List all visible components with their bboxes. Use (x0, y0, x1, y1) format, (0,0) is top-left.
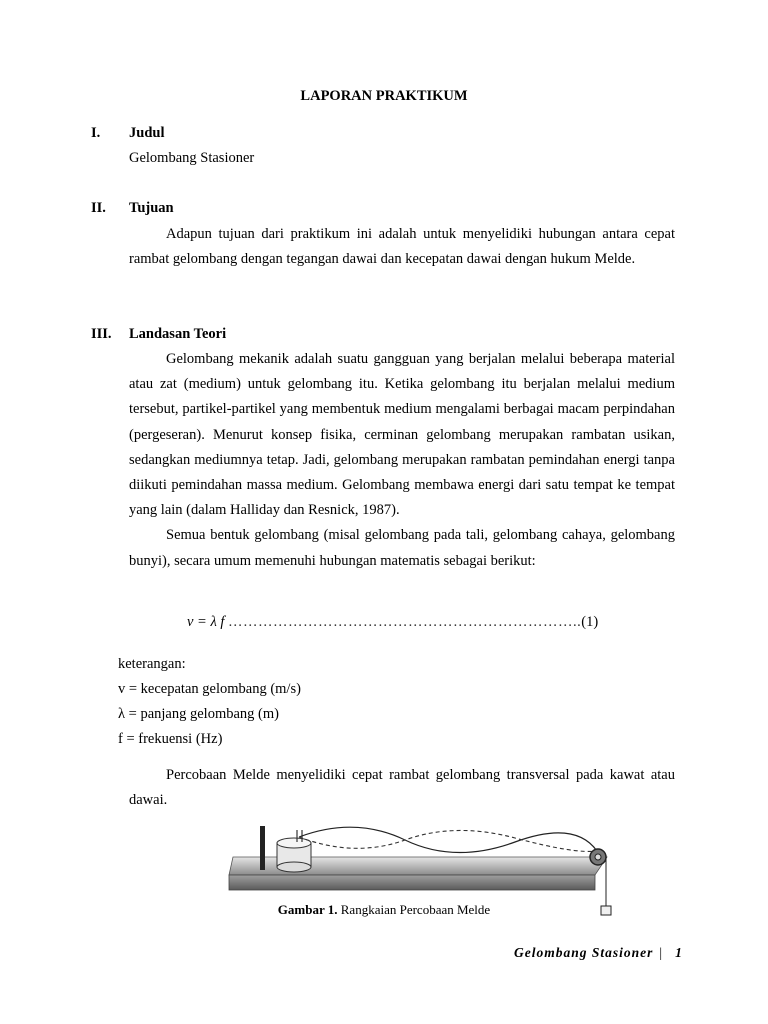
footer-running-title: Gelombang Stasioner (514, 945, 654, 960)
section-3-number: III. (91, 326, 112, 342)
section-2-paragraph: Adapun tujuan dari praktikum ini adalah untuk menyelidiki hubungan antara cepat rambat gelombang dengan tegangan dawai dan kecepatan dawai dengan hukum Melde. (129, 226, 675, 268)
vibrator-base (277, 862, 311, 872)
melde-paragraph: Percobaan Melde menyelidiki cepat rambat gelombang transversal pada kawat atau dawai. (129, 767, 675, 809)
formula-dots: …………………………………………………………….. (228, 614, 582, 630)
section-3-paragraph-1: Gelombang mekanik adalah suatu gangguan yang berjalan melalui beberapa material atau zat (medium) untuk gelombang itu. Ketika gelombang itu berjalan melalui medium tersebut, partikel-partikel yang membentuk medium mengalami berbagai macam perpindahan (pergeseran). Menurut konsep fisika, cerminan gelombang merupakan rambatan usikan, sedangkan mediumnya tetap. Jadi, gelombang merupakan rambatan pemindahan energi tanpa diikuti pemindahan massa medium. Gelombang membawa energi dari satu tempat ke tempat yang lain (dalam Halliday dan Resnick, 1987). (129, 351, 675, 519)
page-footer (514, 945, 683, 961)
section-1-text: Gelombang Stasioner (129, 150, 255, 166)
formula-expression: v = λ f (187, 614, 225, 630)
figure-caption (0, 902, 768, 918)
keterangan-label: keterangan: (118, 656, 186, 672)
section-2-number: II. (91, 200, 106, 216)
melde-body (129, 763, 675, 813)
footer-separator: | (659, 945, 664, 960)
keterangan-block (118, 652, 301, 752)
section-2-body (129, 222, 675, 272)
figure-caption-label: Gambar 1. (277, 902, 338, 917)
page-number: 1 (675, 945, 683, 960)
formula-number: (1) (581, 614, 599, 630)
section-2-heading: Tujuan (129, 200, 174, 216)
document-title: LAPORAN PRAKTIKUM (300, 88, 468, 104)
section-3-heading: Landasan Teori (129, 326, 227, 342)
stand-rod (260, 826, 265, 870)
section-3-body (129, 347, 675, 574)
keterangan-item: v = kecepatan gelombang (m/s) (118, 681, 301, 697)
section-3-paragraph-2: Semua bentuk gelombang (misal gelombang pada tali, gelombang cahaya, gelombang bunyi), secara umum memenuhi hubungan matematis sebagai berikut: (129, 527, 675, 569)
section-1-heading: Judul (129, 125, 165, 141)
formula-line (187, 614, 598, 631)
keterangan-item: f = frekuensi (Hz) (118, 731, 223, 747)
keterangan-item: λ = panjang gelombang (m) (118, 706, 279, 722)
section-1-number: I. (91, 125, 101, 141)
bench-front (229, 875, 595, 890)
pulley-axle (595, 854, 601, 860)
figure-caption-text: Rangkaian Percobaan Melde (340, 902, 491, 917)
string-wave-solid (299, 827, 597, 852)
